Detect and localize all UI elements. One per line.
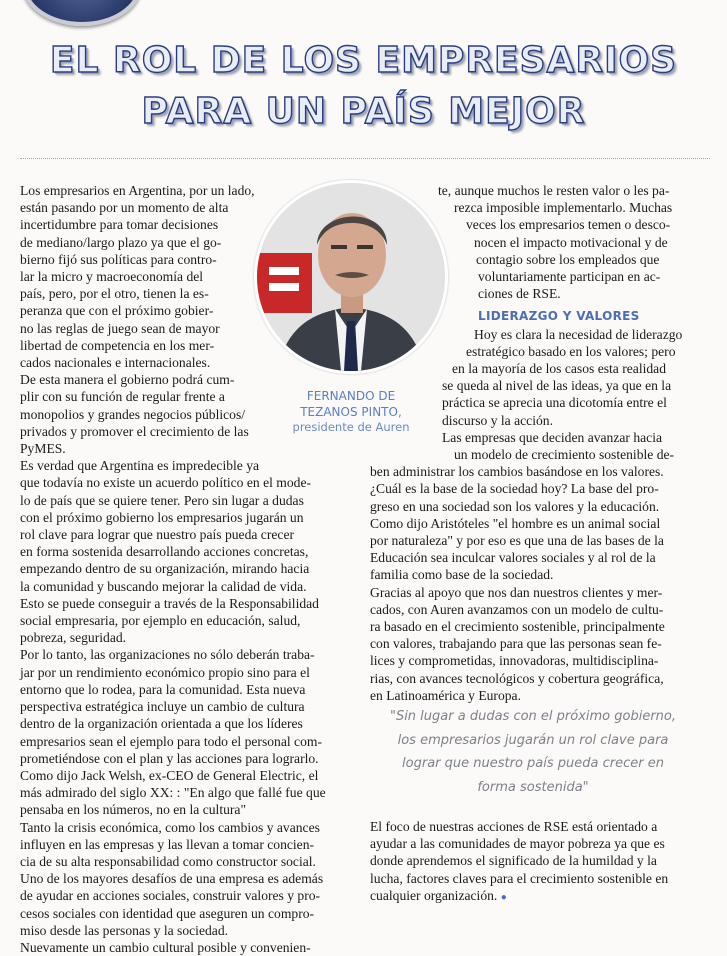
left-line: Esto se puede conseguir a través de la Responsabilidad (20, 595, 319, 611)
right-line: Gracias al apoyo que nos dan nuestros clientes y mer- (370, 584, 663, 600)
right-line: rias, con avances tecnológicos y cobertura geográfica, (370, 670, 664, 686)
left-line: PyMES. (20, 441, 66, 457)
pull-quote-line: forma sostenida" (477, 779, 589, 795)
article-title-line2: PARA UN PAÍS MEJOR (141, 91, 586, 132)
left-line: cia de su alta responsabilidad como constructor social. (20, 853, 316, 869)
right-column (370, 182, 693, 704)
left-line: miso desde las personas y la sociedad. (20, 922, 229, 938)
right-line: ayudar a las comunidades de mayor pobreza ya que es (370, 836, 665, 852)
right-line: te, aunque muchos le resten valor o les pa- (438, 183, 670, 198)
right-line: se queda al nivel de las ideas, ya que en la (442, 378, 672, 394)
left-line: pensaba en los números, no en la cultura" (20, 802, 247, 818)
left-line: con el próximo gobierno los empresarios jugarán un (20, 509, 304, 525)
right-line: con valores, trabajando para que las personas sean fe- (370, 636, 662, 652)
pull-quote-line: lograr que nuestro país pueda crecer en (402, 756, 664, 771)
left-line: prometiéndose con el plan y las acciones para lograrlo. (20, 750, 319, 766)
left-line: país, pero, por el otro, tienen la es- (20, 286, 209, 302)
left-line: en forma sostenida desarrollando acciones concretas, (20, 544, 309, 560)
left-line: Los empresarios en Argentina, por un lado, (20, 183, 255, 198)
right-line: contagio sobre los empleados que (476, 251, 660, 267)
right-line: lucha, factores claves para el crecimiento sostenible en (370, 870, 669, 886)
right-line: donde aprendemos el significado de la humildad y la (370, 853, 657, 869)
left-line: social empresaria, por ejemplo en educación, salud, (20, 613, 301, 629)
right-line: greso en una sociedad son los valores y la educación. (370, 498, 660, 514)
left-line: pobreza, seguridad. (20, 630, 127, 646)
right-line: rezca imposible implementarlo. Muchas (454, 200, 673, 216)
left-line: no las reglas de juego sean de mayor (20, 320, 220, 336)
left-line: Uno de los mayores desafíos de una empresa es además (20, 871, 324, 887)
caption-name-line2: TEZANOS PINTO, (300, 404, 402, 419)
right-column-bottom (370, 818, 693, 906)
left-line: cesos sociales con identidad que aseguren un compro- (20, 905, 315, 921)
pull-quote (388, 705, 678, 799)
right-line: estratégico basado en los valores; pero (466, 343, 676, 359)
right-line-last-text: cualquier organización. (370, 887, 498, 903)
left-line: de ayudar en acciones sociales, construir valores y pro- (20, 888, 321, 904)
left-line: están pasando por un momento de alta (20, 200, 229, 216)
left-line: libertad de competencia en los mer- (20, 337, 215, 353)
right-line: en Latinoamérica y Europa. (370, 687, 521, 703)
caption-name-line1: FERNANDO DE (306, 389, 396, 403)
right-line: Educación sea inculcar valores sociales y al rol de la (370, 550, 656, 566)
right-line: ra basado en el crecimiento sostenible, principalmente (370, 619, 665, 635)
right-line: veces los empresarios temen o desco- (466, 217, 671, 233)
left-line: cados nacionales e internacionales. (20, 355, 211, 371)
left-line: monopolios y grandes negocios públicos/ (20, 406, 246, 422)
left-line: de mediano/largo plazo ya que el go- (20, 234, 222, 250)
article-title-line1: EL ROL DE LOS EMPRESARIOS (49, 40, 678, 81)
left-line: peranza que con el próximo gobier- (20, 303, 214, 319)
right-line: Hoy es clara la necesidad de liderazgo (474, 326, 683, 342)
left-line: bierno fijó sus políticas para contro- (20, 251, 217, 267)
left-line: Como dijo Jack Welsh, ex-CEO de General Electric, el (20, 767, 319, 783)
left-line: dentro de la organización orientada a que los líderes (20, 716, 303, 732)
right-line: práctica se aprecia una dicotomía entre el (442, 395, 667, 411)
right-line: Las empresas que deciden avanzar hacia (442, 429, 663, 445)
left-line: Es verdad que Argentina es impredecible ya (20, 458, 260, 474)
left-line: lo de país que se quiere tener. Pero sin lugar a dudas (20, 492, 304, 508)
right-line: ben administrar los cambios basándose en los valores. (370, 464, 664, 480)
left-line: la comunidad y buscando mejorar la calidad de vida. (20, 578, 307, 594)
right-line: Como dijo Aristóteles "el hombre es un animal social (370, 515, 661, 531)
left-line: rol clave para lograr que nuestro país pueda crecer (20, 527, 294, 543)
left-line: incertidumbre para tomar decisiones (20, 217, 219, 233)
right-line: nocen el impacto motivacional y de (474, 234, 668, 250)
left-line: perspectiva estratégica incluye un cambio de cultura (20, 699, 305, 715)
right-line-last (370, 887, 693, 906)
left-line: empezando dentro de su organización, mirando hacia (20, 561, 310, 577)
right-line: discurso y la acción. (442, 412, 553, 428)
right-line: por naturaleza" y por eso es que una de las bases de la (370, 533, 664, 549)
left-line: privados y promover el crecimiento de las (20, 423, 249, 439)
section-emblem (22, 0, 142, 26)
left-line: más admirado del siglo XX: : "En algo que fallé fue que (20, 785, 326, 801)
right-line: cados, con Auren avanzamos con un modelo de cultu- (370, 601, 664, 617)
left-line: jar por un rendimiento económico propio sino para el (20, 664, 310, 680)
pull-quote-line: los empresarios jugarán un rol clave para (397, 732, 669, 748)
right-line: El foco de nuestras acciones de RSE está orientado a (370, 819, 658, 834)
right-line: ciones de RSE. (478, 286, 561, 302)
section-subheading: LIDERAZGO Y VALORES (478, 309, 640, 324)
right-line: voluntariamente participan en ac- (478, 269, 661, 285)
end-mark-icon: ● (500, 891, 507, 903)
right-line: ¿Cuál es la base de la sociedad hoy? La base del pro- (370, 481, 659, 497)
pull-quote-line: "Sin lugar a dudas con el próximo gobierno, (389, 709, 677, 724)
left-line: empresarios sean el ejemplo para todo el personal com- (20, 733, 322, 749)
left-line: lar la micro y macroeconomía del (20, 269, 204, 285)
right-line: un modelo de crecimiento sostenible de- (454, 447, 675, 463)
left-line: Por lo tanto, las organizaciones no sólo deberán traba- (20, 647, 315, 663)
right-line: familia como base de la sociedad. (370, 567, 554, 583)
left-line: influyen en las empresas y las llevan a tomar concien- (20, 836, 315, 852)
right-line: en la mayoría de los casos esta realidad (452, 361, 667, 377)
left-line: entorno que lo rodea, para la comunidad. Esta nueva (20, 681, 306, 697)
caption-role: presidente de Auren (292, 420, 410, 434)
right-line: lices y comprometidas, innovadoras, multidisciplina- (370, 653, 659, 669)
left-line: que todavía no existe un acuerdo político en el mode- (20, 475, 312, 491)
left-line: plir con su función de regular frente a (20, 389, 225, 405)
title-divider (20, 158, 710, 159)
left-line: Nuevamente un cambio cultural posible y convenien- (20, 939, 311, 955)
left-line: Tanto la crisis económica, como los cambios y avances (20, 819, 320, 835)
left-line: De esta manera el gobierno podrá cum- (20, 372, 235, 388)
